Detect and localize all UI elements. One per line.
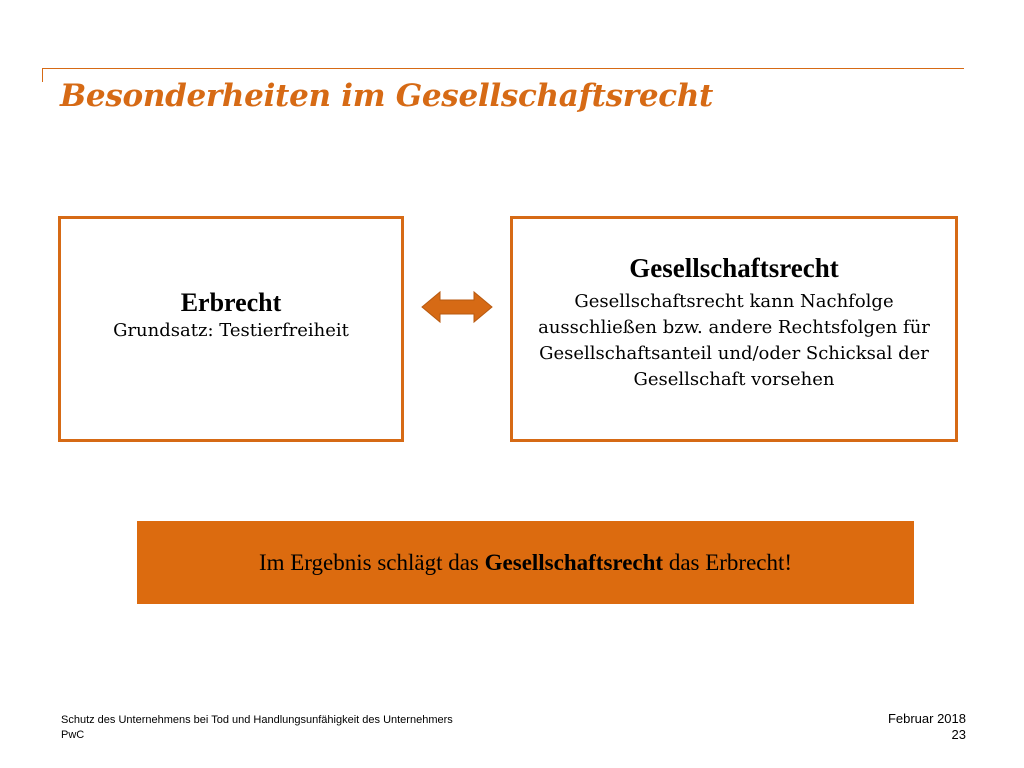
gesellschaftsrecht-heading: Gesellschaftsrecht <box>629 253 839 283</box>
footer-subject: Schutz des Unternehmens bei Tod und Handlungsunfähigkeit des Unternehmers <box>61 714 453 726</box>
page-number: 23 <box>951 727 966 742</box>
footer-company: PwC <box>61 729 85 741</box>
erbrecht-heading: Erbrecht <box>180 288 282 317</box>
conclusion-banner <box>137 521 914 604</box>
double-arrow-icon <box>420 290 494 324</box>
title-rule-tick <box>42 68 43 82</box>
erbrecht-box <box>58 216 404 442</box>
gesellschaftsrecht-text: Gesellschaftsrecht kann Nachfolge ausschließen bzw. andere Rechtsfolgen für Gesellschaftsanteil und/oder Schicksal der Gesellschaft vorsehen <box>538 291 930 390</box>
gesellschaftsrecht-box <box>510 216 958 442</box>
banner-text-bold: Gesellschaftsrecht <box>484 549 664 575</box>
footer-left <box>61 713 453 743</box>
slide-title: Besonderheiten im Gesellschaftsrecht <box>60 78 714 114</box>
banner-text-suffix: das Erbrecht! <box>663 549 793 575</box>
title-rule <box>42 68 964 69</box>
footer-right <box>888 711 966 743</box>
footer-date: Februar 2018 <box>887 711 966 726</box>
erbrecht-text: Grundsatz: Testierfreiheit <box>113 320 349 341</box>
banner-text-prefix: Im Ergebnis schlägt das <box>258 549 485 575</box>
